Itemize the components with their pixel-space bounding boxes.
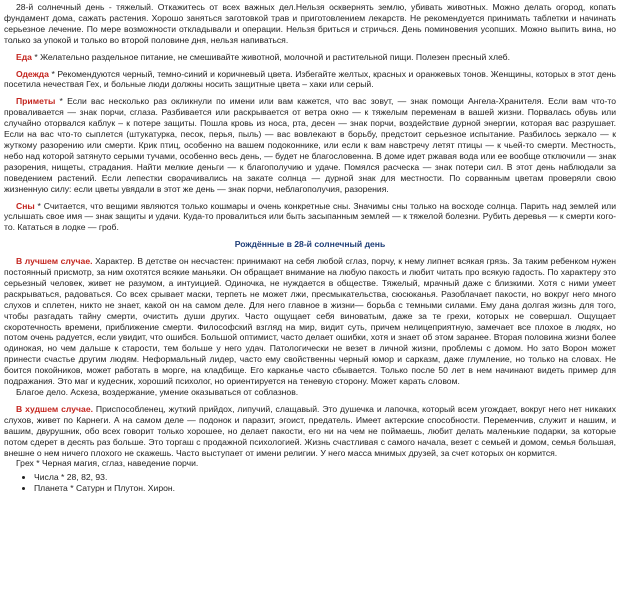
facts-list (4, 472, 616, 494)
omens-label: Приметы (16, 96, 56, 107)
virtue-line: Благое дело. Аскеза, воздержание, умение оказываться от соблазнов. (16, 387, 299, 397)
worst-case-paragraph (4, 404, 616, 459)
clothes-paragraph (4, 69, 616, 91)
best-case-label: В лучшем случае. (16, 256, 93, 267)
sin-line: Грех * Черная магия, сглаз, наведение порчи. (16, 458, 199, 469)
omens-text: * Если вас несколько раз окликнули по имени или вам кажется, что вас зовут, — знак помощи Ангела-Хранителя. Если вам что-то проваливается — знак порчи, сглаза. Разбивается или раскрывается от ветра окно — к тяжелым переменам в вашей жизни. Порвалась обувь или случайно оторвался каблук – к потере защиты. Пошла кровь из носа, рта, десен — знак порчи, воздействие дурной энергии, которая вас разрушает. Если на вас что-то сыплется (штукатурка, песок, перья, пыль) — вас вовлекают в борьбу, предстоит серьезное испытание. Разбилось зеркало — к жуткому разорению или смерти. Крик птиц, особенно на вашем подоконнике, или если к вам навстречу летят птицы — к чьей-то смерти. Местность, небо над которой затянуто серыми тучами, особенно весь день, — будет не благословенна. В доме идет ржавая вода или ее вообще отключили — знак разорения, нищеты, страдания. Найти мелкие деньги — к благополучию и удаче. Помялся расческа — знак потери сил. В этот день наблюдали за поведением растений. Если лепестки сворачивались на закате солнца — дурной знак для местности. По сорванным цветам проверяли свою жизненную силу: если цветы увядали в этот же день — знак порчи, неблагополучия, разорения. (4, 96, 616, 194)
dreams-text: * Считается, что вещими являются только кошмары и очень конкретные сны. Значимы сны только на восходе солнца. Парить над землей или услышать свое имя — знак защиты и удачи. Куда-то провалиться или быть засыпанным землей — к тяжелой болезни. Рубить деревья — к смерти кого-то. Кататься в лодке — гроб. (4, 200, 616, 233)
dreams-paragraph (4, 201, 616, 234)
food-text: * Желательно раздельное питание, не смешивайте животной, молочной и растительной пищи. Полезен пресный хлеб. (31, 51, 510, 62)
list-item-numbers: • Числа * 28, 82, 93. (34, 472, 616, 483)
clothes-text: * Рекомендуются черный, темно-синий и коричневый цвета. Избегайте желтых, красных и оранжевых тонов. Женщины, которых в этот день посетила нечествая Гех, и больные люди должны носить защитные цвета – хаки или серый. (4, 68, 616, 90)
dreams-label: Сны (16, 200, 35, 211)
best-case-text: Характер. В детстве он несчастен: принимают на себя любой сглаз, порчу, к нему липнет всякая грязь. За таким ребенком нужен постоянный присмотр, за ним охотятся всякие маньяки. Он обращает внимание на любую пакость и любит читать про всякую гадость. По характеру это серьезный человек, живет не разумом, а интуицией. Одиночка, не нуждается в обществе. Тяжелый, мрачный даже с близкими. Хотя с ними умеет раскрываться, радоваться. Со всех срывает маски, терпеть не может лжи, пресмыкательства, сюсюканья. Разоблачает пакости, но вокруг него много слухов и сплетен, никто не знает, какой он на самом деле. Для него главное в жизни— борьба с темными силами. Ему дана долгая жизнь для того, чтобы разгадать тайну смерти, очистить души других. Часто ощущает себя виноватым, даже за те грехи, которых не совершал. Ощущает скоротечность времени, приближение смерти. Философский взгляд на мир, видит суть, причем нелицеприятную, замечает все плохое в людях, но потом очень радуется, если увидит, что ошибся. Большой оптимист, часто делает ошибки, хотя и знает об этом заранее. Вторая половина жизни более одинокая, но чем дальше к старости, тем больше у него удач. Патологически не везет в личной жизни, проблемы с домом. Но зато Ворон может принести счастье другим людям. Неформальный лидер, часто ему свойственны черный юмор и сарказм, даже глумление, но только на словах. Не боится покойников, может работать в морге, на кладбище. Его карканье часто сбывается. Только после 50 лет в нем начинают видеть пример для подражания. Это маг и кудесник, хороший психолог, но ориентируется на теневую сторону. Может карать словом. (4, 256, 617, 387)
clothes-label: Одежда (16, 68, 49, 79)
intro-paragraph: 28-й солнечный день - тяжелый. Откажитесь от всех важных дел.Нельзя осквернять землю, убивать животных. Можно делать огород, копать фундамент дома, сажать растения. Хорошо заняться заготовкой трав и приготовлением лекарств. Не рекомендуется принимать таблетки и начинать серьезное лечение. По мере возможности откладывали и операции. Нельзя бриться и стричься. День поминовения усопших. Можно выпить вина, но только за упокой и только во второй половине дня, нельзя напиваться. (4, 2, 616, 45)
best-case-paragraph (4, 256, 616, 387)
section-heading: Рождённые в 28-й солнечный день (234, 239, 386, 250)
food-label: Еда (16, 51, 32, 62)
worst-case-label: В худшем случае. (16, 403, 93, 414)
food-paragraph (4, 52, 616, 63)
omens-paragraph (4, 96, 616, 194)
list-item-planet: • Планета * Сатурн и Плутон. Хирон. (34, 483, 616, 494)
worst-case-text: Приспособленец, жуткий прийдох, липучий, слащавый. Это душечка и лапочка, который всем угождает, вокруг него нет никаких слухов, живет по Карнеги. А на самом деле — подонок и паразит, эгоист, предатель. Имеет актерские способности. Переменчив, служит и нашим, и вашим, двурушник, обо всех говорит только хорошее, но делает пакости, его ни на чем не поймаешь, любит делать маленькие подарки, за которые потом сдерет в десять раз больше. Это торгаш с продажной психологией. Жизнь счастливая с самого начала, везет с семьей и домом, семья большая, внешне о нем ничего плохого не скажешь. Часто выступает от имени религии. У него масса мнимых друзей, за счет которых он кормится. (4, 403, 616, 458)
